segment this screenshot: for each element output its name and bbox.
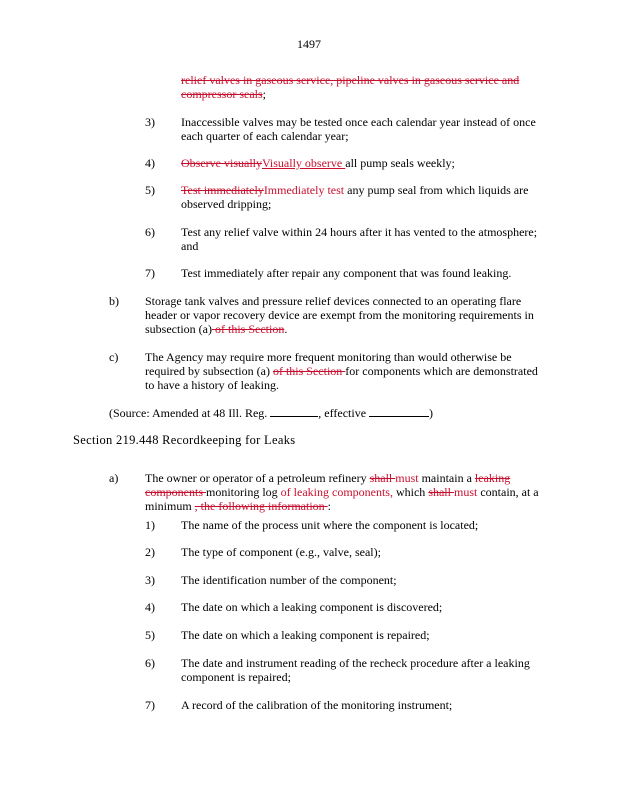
text: Storage tank valves and pressure relief devices connected to an operating flare header or vapor recovery device are exempt from the monitoring requirements in subsection (a) — [145, 294, 534, 336]
item-text — [181, 156, 541, 170]
item-number: 4) — [145, 156, 155, 170]
inserted-text: Immediately test — [263, 183, 345, 197]
text: which — [392, 485, 429, 499]
item-number: 1) — [145, 518, 155, 532]
item-number: a) — [109, 471, 119, 485]
item-text — [145, 350, 545, 392]
item-number: 7) — [145, 698, 155, 712]
text: monitoring log — [206, 485, 281, 499]
text: all pump seals weekly; — [345, 156, 455, 170]
deleted-text: leaking components — [145, 471, 511, 499]
deleted-text: Test immediately — [181, 183, 264, 197]
text: The Agency may require more frequent monitoring than would otherwise be required by subsection (a) — [145, 350, 512, 378]
item-text: The date and instrument reading of the recheck procedure after a leaking component is repaired; — [181, 656, 530, 684]
deleted-text: Observe visually — [181, 156, 262, 170]
text: maintain a — [418, 471, 475, 485]
source-note — [109, 405, 433, 420]
item-text: The name of the process unit where the component is located; — [181, 518, 479, 532]
text: ; — [262, 87, 266, 101]
item-number: 5) — [145, 628, 155, 642]
item-number: 6) — [145, 656, 155, 670]
item-number: 3) — [145, 573, 155, 587]
deleted-text: shall — [428, 485, 454, 499]
continued-item — [181, 73, 541, 101]
item-number: 3) — [145, 115, 155, 129]
item-text: A record of the calibration of the monitoring instrument; — [181, 698, 453, 712]
text: The owner or operator of a petroleum refinery — [145, 471, 370, 485]
text: (Source: Amended at 48 Ill. Reg. — [109, 406, 271, 420]
inserted-text: of leaking components, — [280, 485, 393, 499]
item-number: b) — [109, 294, 119, 308]
deleted-text: relief valves in gaseous service, pipeline valves in gaseous service and compressor seals — [181, 73, 520, 101]
text: : — [327, 499, 331, 513]
blank-line — [369, 405, 429, 417]
deleted-text: of this Section — [272, 364, 346, 378]
item-text: The date on which a leaking component is repaired; — [181, 628, 430, 642]
blank-line — [270, 405, 318, 417]
item-text: The type of component (e.g., valve, seal); — [181, 545, 381, 559]
item-text: Test immediately after repair any component that was found leaking. — [181, 266, 512, 280]
item-number: 2) — [145, 545, 155, 559]
page-number: 1497 — [297, 37, 321, 51]
item-text — [181, 183, 541, 211]
inserted-text: must — [395, 471, 419, 485]
text: , effective — [318, 406, 370, 420]
item-text: Test any relief valve within 24 hours after it has vented to the atmosphere; and — [181, 225, 538, 253]
inserted-text: Visually observe — [261, 156, 346, 170]
item-number: 4) — [145, 600, 155, 614]
item-number: 7) — [145, 266, 155, 280]
item-number: 5) — [145, 183, 155, 197]
item-text: The identification number of the component; — [181, 573, 397, 587]
item-text — [145, 294, 541, 336]
deleted-text: , the following information — [194, 499, 328, 513]
deleted-text: shall — [369, 471, 396, 485]
text: . — [284, 322, 288, 336]
text: contain, at a minimum — [145, 485, 539, 513]
deleted-text: of this Section — [211, 322, 285, 336]
section-heading: Section 219.448 Recordkeeping for Leaks — [73, 433, 296, 447]
item-text — [145, 471, 545, 513]
item-number: 6) — [145, 225, 155, 239]
item-text: Inaccessible valves may be tested once each calendar year instead of once each quarter of each calendar year; — [181, 115, 536, 143]
item-text: The date on which a leaking component is discovered; — [181, 600, 443, 614]
text: for components which are demonstrated to have a history of leaking. — [145, 364, 538, 392]
text: any pump seal from which liquids are observed dripping; — [181, 183, 529, 211]
inserted-text: must — [453, 485, 478, 499]
item-number: c) — [109, 350, 119, 364]
text: ) — [429, 406, 434, 420]
